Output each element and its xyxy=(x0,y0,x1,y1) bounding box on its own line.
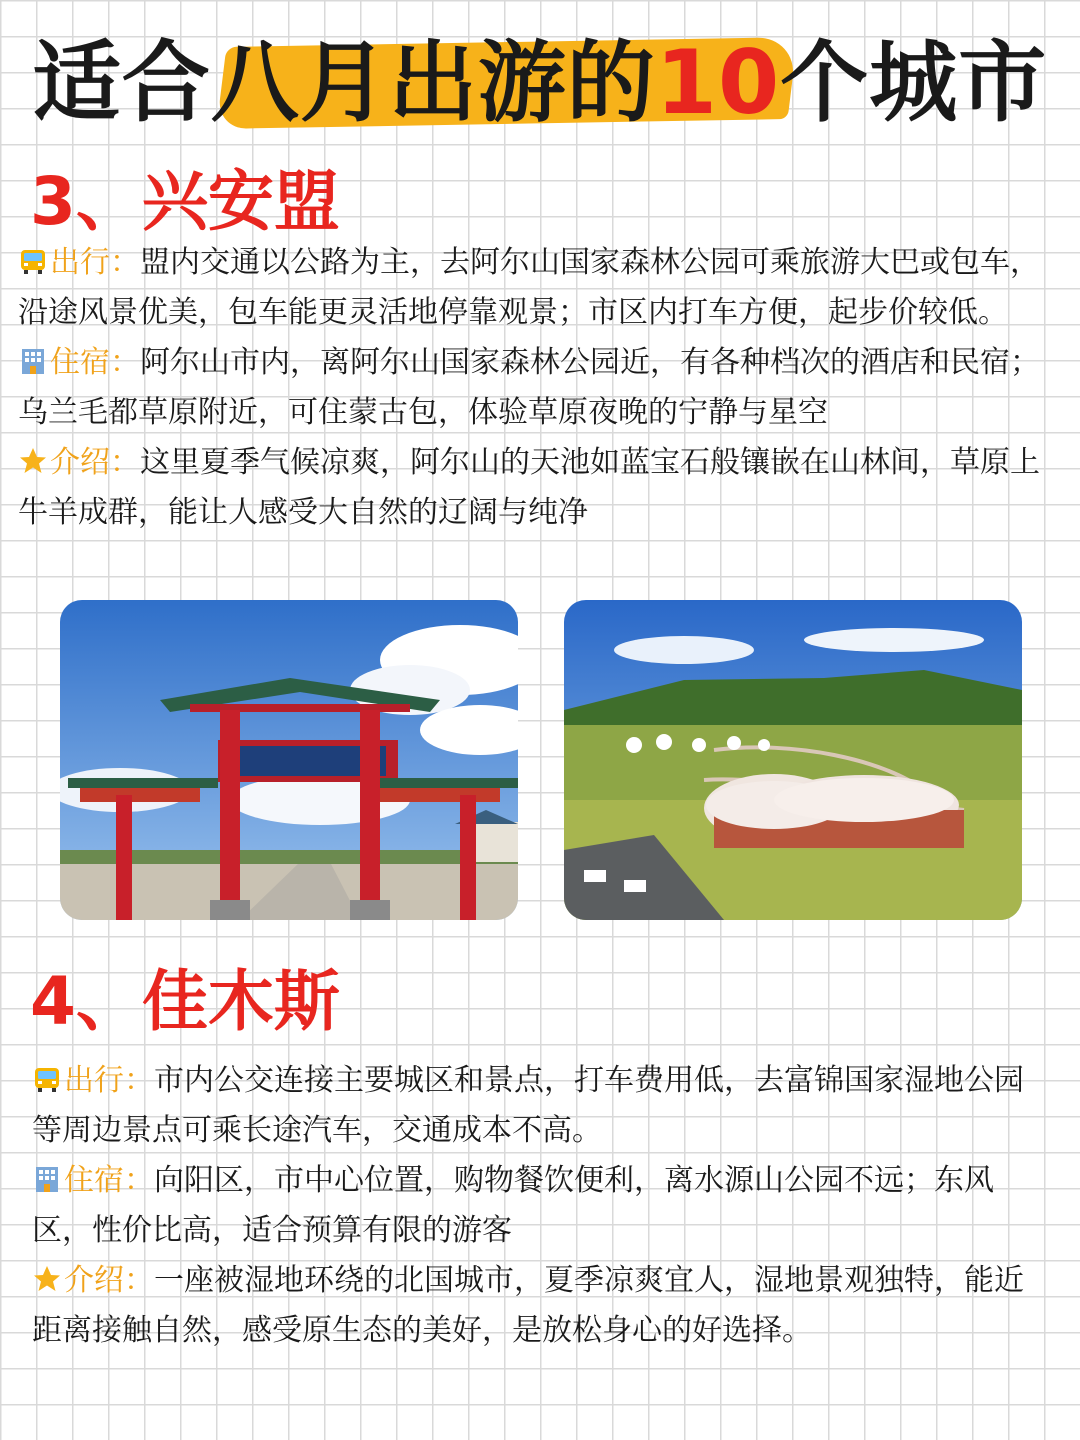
travel-paragraph xyxy=(18,238,1068,338)
intro-paragraph xyxy=(18,438,1068,538)
section-city-name: 佳木斯 xyxy=(141,963,340,1040)
section-city-name: 兴安盟 xyxy=(141,163,340,240)
bus-icon xyxy=(32,1064,62,1094)
intro-paragraph xyxy=(32,1256,1032,1356)
hotel-icon xyxy=(32,1164,62,1194)
section-3-details xyxy=(18,238,1068,538)
title-banner xyxy=(0,18,1080,148)
section-number: 3、 xyxy=(30,163,142,240)
photo-archway xyxy=(60,600,518,920)
intro-text: 一座被湿地环绕的北国城市，夏季凉爽宜人，湿地景观独特，能近距离接触自然，感受原生态的美好，是放松身心的好选择。 xyxy=(32,1263,1024,1348)
title-part-1: 适合八月出游的 xyxy=(32,31,656,134)
hotel-icon xyxy=(18,346,48,376)
title-part-2: 个城市 xyxy=(780,31,1048,134)
page-title xyxy=(0,28,1080,138)
travel-paragraph xyxy=(32,1056,1032,1156)
section-heading-3 xyxy=(30,162,340,242)
travel-label: 出行： xyxy=(64,1063,154,1098)
travel-text: 盟内交通以公路为主，去阿尔山国家森林公园可乘旅游大巴或包车，沿途风景优美，包车能更灵活地停靠观景；市区内打车方便，起步价较低。 xyxy=(18,245,1040,330)
stay-label: 住宿： xyxy=(50,345,140,380)
star-icon xyxy=(18,446,48,476)
stay-paragraph xyxy=(18,338,1068,438)
intro-label: 介绍： xyxy=(50,445,140,480)
photo-grassland-yurts xyxy=(564,600,1022,920)
stay-text: 向阳区，市中心位置，购物餐饮便利，离水源山公园不远；东风区，性价比高，适合预算有限的游客 xyxy=(32,1163,994,1248)
section-heading-4 xyxy=(30,962,340,1042)
section-4-details xyxy=(32,1056,1032,1356)
travel-text: 市内公交连接主要城区和景点，打车费用低，去富锦国家湿地公园等周边景点可乘长途汽车，交通成本不高。 xyxy=(32,1063,1024,1148)
travel-label: 出行： xyxy=(50,245,140,280)
stay-label: 住宿： xyxy=(64,1163,154,1198)
bus-icon xyxy=(18,246,48,276)
title-number: 10 xyxy=(655,31,781,134)
stay-text: 阿尔山市内，离阿尔山国家森林公园近，有各种档次的酒店和民宿；乌兰毛都草原附近，可住蒙古包，体验草原夜晚的宁静与星空 xyxy=(18,345,1040,430)
star-icon xyxy=(32,1264,62,1294)
stay-paragraph xyxy=(32,1156,1032,1256)
intro-text: 这里夏季气候凉爽，阿尔山的天池如蓝宝石般镶嵌在山林间，草原上牛羊成群，能让人感受大自然的辽阔与纯净 xyxy=(18,445,1040,530)
section-number: 4、 xyxy=(30,963,142,1040)
intro-label: 介绍： xyxy=(64,1263,154,1298)
